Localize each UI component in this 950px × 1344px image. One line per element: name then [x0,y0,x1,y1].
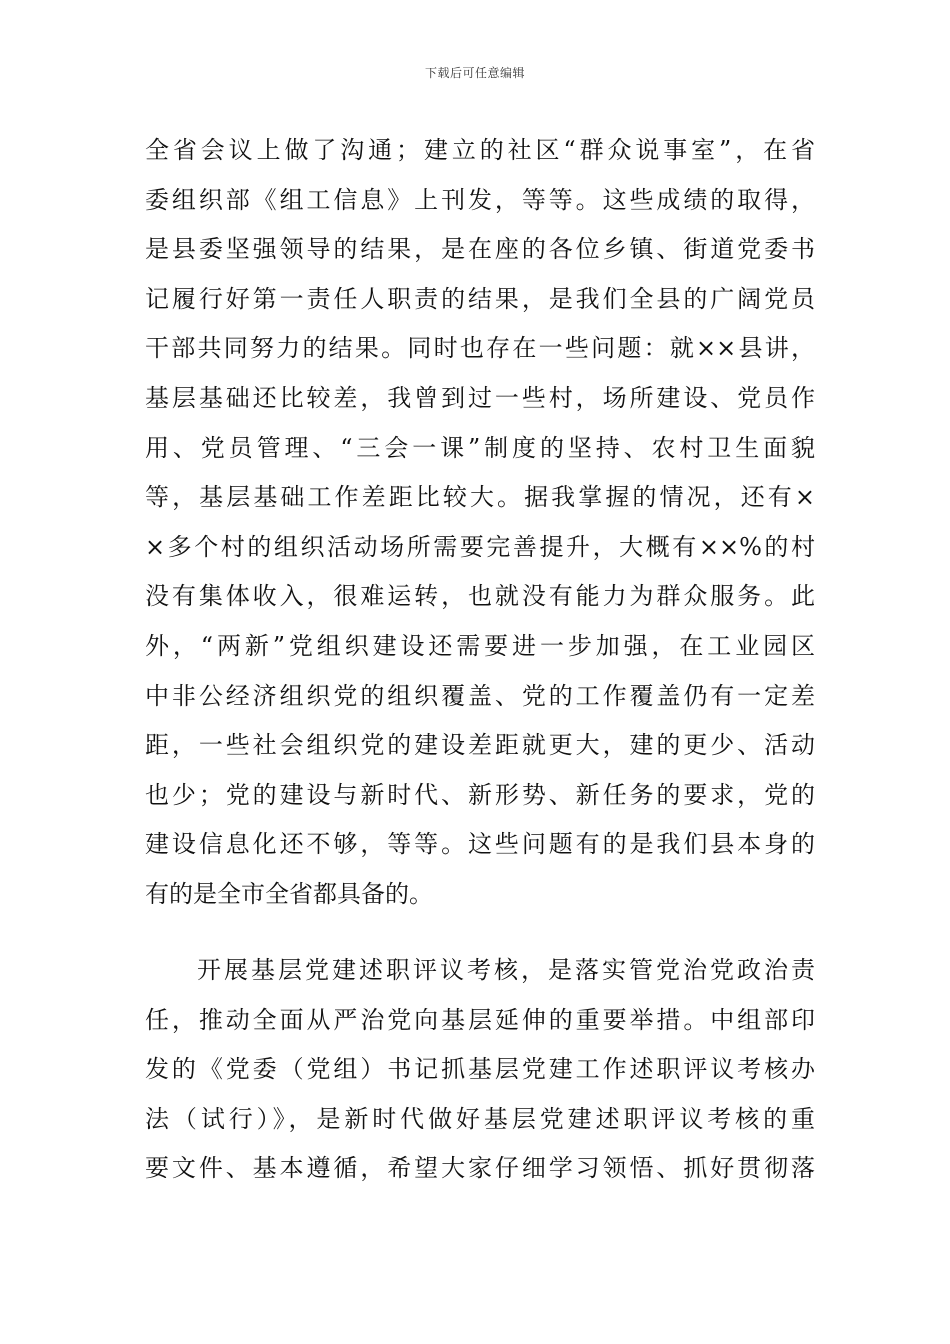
text-line: 基层基础还比较差，我曾到过一些村，场所建设、党员作 [145,383,815,412]
text-line: 用、党员管理、“三会一课”制度的坚持、农村卫生面貌 [145,433,815,462]
text-line: 开展基层党建述职评议考核，是落实管党治党政治责 [197,956,815,984]
text-line: ×多个村的组织活动场所需要完善提升，大概有××%的村 [145,532,815,561]
text-line: 发的《党委（党组）书记抓基层党建工作述职评议考核办 [145,1055,815,1084]
text-line: 是县委坚强领导的结果，是在座的各位乡镇、街道党委书 [145,235,815,264]
page-header: 下载后可任意编辑 [424,66,525,80]
text-line: 记履行好第一责任人职责的结果，是我们全县的广阔党员 [145,284,815,313]
text-line: 中非公经济组织党的组织覆盖、党的工作覆盖仍有一定差 [145,681,815,710]
text-line: 委组织部《组工信息》上刊发，等等。这些成绩的取得， [145,185,815,214]
text-line: 干部共同努力的结果。同时也存在一些问题：就××县讲， [145,334,815,363]
text-line: 有的是全市全省都具备的。 [145,879,433,908]
text-line: 距，一些社会组织党的建设差距就更大，建的更少、活动 [145,731,815,760]
text-line: 没有集体收入，很难运转，也就没有能力为群众服务。此 [145,582,815,611]
text-line: 全省会议上做了沟通；建立的社区“群众说事室”，在省 [145,136,815,164]
paragraph-1 [145,126,815,920]
text-line: 法（试行）》，是新时代做好基层党建述职评议考核的重 [145,1104,815,1133]
text-line: 等，基层基础工作差距比较大。据我掌握的情况，还有× [145,483,815,512]
text-line: 任，推动全面从严治党向基层延伸的重要举措。中组部印 [145,1005,815,1034]
paragraph-2 [145,946,815,1194]
text-line: 建设信息化还不够，等等。这些问题有的是我们县本身的 [145,830,815,859]
text-line: 也少；党的建设与新时代、新形势、新任务的要求，党的 [145,780,815,809]
text-line: 外，“两新”党组织建设还需要进一步加强，在工业园区 [145,631,815,660]
text-line: 要文件、基本遵循，希望大家仔细学习领悟、抓好贯彻落 [145,1154,815,1183]
